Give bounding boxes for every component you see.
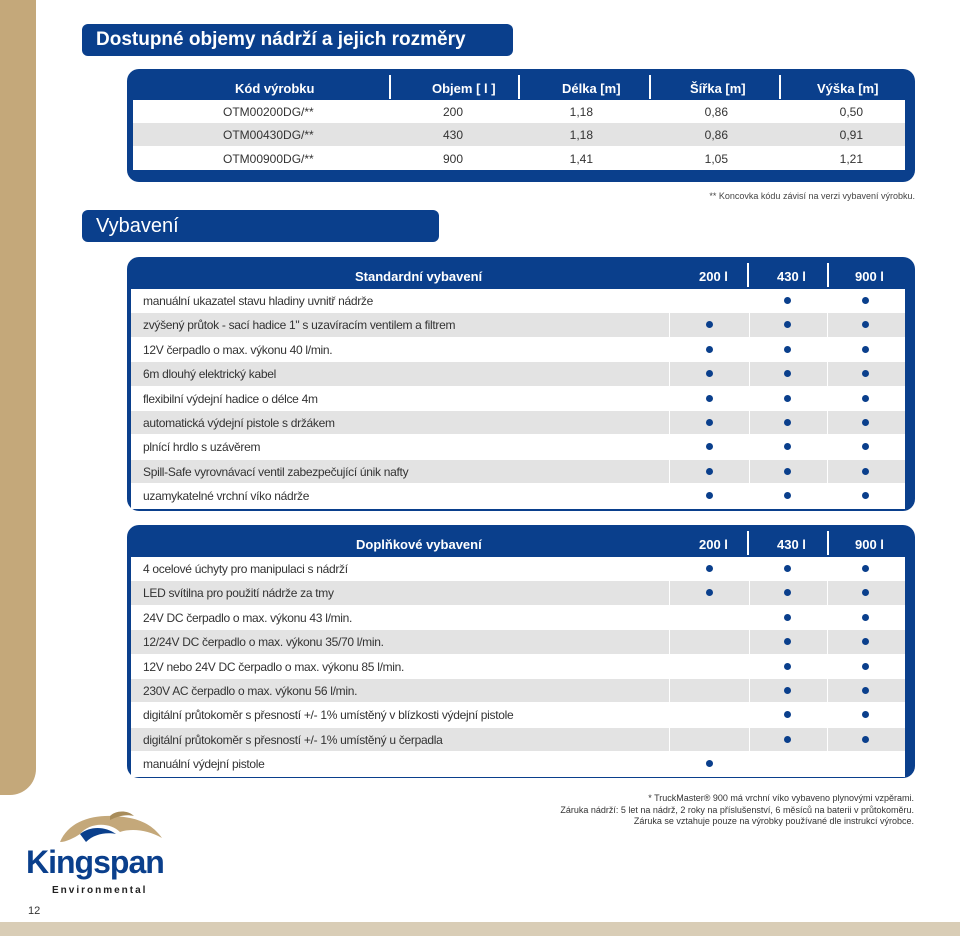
table-row — [131, 581, 905, 605]
section-title-equipment: Vybavení — [82, 210, 439, 242]
column-divider — [749, 289, 750, 312]
included-dot-icon — [784, 443, 791, 450]
column-divider — [827, 581, 828, 604]
row-label: 6m dlouhý elektrický kabel — [143, 367, 276, 382]
standard-table-header — [127, 257, 915, 293]
included-dot-icon — [706, 565, 713, 572]
table-cell: 0,86 — [704, 105, 728, 119]
included-dot-icon — [862, 419, 869, 426]
footnote-warranty: Záruka nádrží: 5 let na nádrž, 2 roky na příslušenství, 6 měsíců na baterii v průtokoměru. — [560, 804, 914, 815]
row-label: digitální průtokoměr s přesností +/- 1% umístěný v blízkosti výdejní pistole — [143, 708, 514, 723]
bottom-strip — [0, 922, 960, 936]
column-divider — [827, 557, 828, 580]
row-label: manuální výdejní pistole — [143, 757, 265, 772]
column-divider — [669, 703, 670, 726]
header-length: Délka [m] — [562, 81, 621, 96]
table-cell: 1,18 — [569, 105, 593, 119]
table-row — [131, 411, 905, 435]
footnote-truckmaster: * TruckMaster® 900 má vrchní víko vybaveno plynovými vzpěrami. — [648, 793, 914, 803]
table-row — [131, 338, 905, 362]
column-divider — [749, 703, 750, 726]
included-dot-icon — [862, 492, 869, 499]
header-standard: Standardní vybavení — [355, 269, 483, 284]
table-row — [131, 313, 905, 337]
header-430l: 430 l — [777, 269, 806, 284]
header-900l: 900 l — [855, 537, 884, 552]
column-divider — [669, 484, 670, 507]
included-dot-icon — [862, 736, 869, 743]
table-row — [131, 703, 905, 727]
table-row — [131, 557, 905, 581]
column-divider — [827, 752, 828, 775]
table-row — [131, 606, 905, 630]
included-dot-icon — [784, 297, 791, 304]
included-dot-icon — [706, 346, 713, 353]
column-divider — [827, 338, 828, 361]
column-divider — [749, 435, 750, 458]
included-dot-icon — [784, 395, 791, 402]
optional-equipment-table — [127, 525, 915, 778]
table-row — [131, 362, 905, 386]
included-dot-icon — [862, 468, 869, 475]
header-volume: Objem [ l ] — [432, 81, 496, 96]
header-width: Šířka [m] — [690, 81, 746, 96]
table-row — [131, 752, 905, 776]
table-row — [131, 460, 905, 484]
column-divider — [827, 289, 828, 312]
gold-side-strip — [0, 0, 36, 795]
included-dot-icon — [784, 370, 791, 377]
table-row — [131, 728, 905, 752]
standard-table-body — [131, 289, 905, 509]
included-dot-icon — [784, 321, 791, 328]
included-dot-icon — [862, 687, 869, 694]
included-dot-icon — [706, 492, 713, 499]
column-divider — [827, 460, 828, 483]
column-divider — [749, 460, 750, 483]
included-dot-icon — [784, 468, 791, 475]
header-product-code: Kód výrobku — [235, 81, 315, 96]
included-dot-icon — [706, 589, 713, 596]
row-label: plnící hrdlo s uzávěrem — [143, 440, 261, 455]
column-divider — [669, 581, 670, 604]
standard-equipment-table — [127, 257, 915, 511]
header-200l: 200 l — [699, 269, 728, 284]
included-dot-icon — [862, 370, 869, 377]
table-cell: 0,86 — [704, 128, 728, 143]
included-dot-icon — [862, 346, 869, 353]
row-label: digitální průtokoměr s přesností +/- 1% umístěný u čerpadla — [143, 732, 443, 747]
included-dot-icon — [706, 468, 713, 475]
included-dot-icon — [784, 419, 791, 426]
column-divider — [827, 728, 828, 751]
row-label: LED svítilna pro použití nádrže za tmy — [143, 586, 334, 601]
included-dot-icon — [862, 589, 869, 596]
column-divider — [749, 752, 750, 775]
row-label: 12/24V DC čerpadlo o max. výkonu 35/70 l/min. — [143, 635, 384, 650]
row-label: Spill-Safe vyrovnávací ventil zabezpečující únik nafty — [143, 464, 409, 479]
footnotes — [560, 793, 914, 828]
product-dimensions-table — [127, 69, 915, 182]
column-divider — [669, 460, 670, 483]
table-cell: OTM00430DG/** — [223, 128, 314, 143]
column-divider — [669, 728, 670, 751]
table-row — [131, 484, 905, 508]
column-divider — [669, 679, 670, 702]
table-row — [133, 123, 905, 146]
included-dot-icon — [862, 443, 869, 450]
included-dot-icon — [706, 760, 713, 767]
header-optional: Doplňkové vybavení — [356, 537, 482, 552]
column-divider — [669, 338, 670, 361]
kingspan-logo — [26, 808, 176, 898]
column-divider — [669, 289, 670, 312]
table-cell: 0,50 — [839, 105, 863, 119]
column-divider — [669, 655, 670, 678]
table-cell: 430 — [442, 128, 463, 143]
included-dot-icon — [784, 638, 791, 645]
table-row — [131, 435, 905, 459]
column-divider — [669, 606, 670, 629]
column-divider — [749, 655, 750, 678]
row-label: automatická výdejní pistole s držákem — [143, 415, 335, 430]
column-divider — [749, 362, 750, 385]
column-divider — [749, 313, 750, 336]
header-200l: 200 l — [699, 537, 728, 552]
included-dot-icon — [862, 297, 869, 304]
column-divider — [749, 338, 750, 361]
column-divider — [749, 606, 750, 629]
row-label: 12V čerpadlo o max. výkonu 40 l/min. — [143, 342, 333, 357]
header-height: Výška [m] — [817, 81, 879, 96]
table-row — [131, 630, 905, 654]
included-dot-icon — [862, 614, 869, 621]
row-label: manuální ukazatel stavu hladiny uvnitř nádrže — [143, 294, 373, 308]
table-cell: 1,05 — [704, 151, 728, 166]
table-row — [131, 289, 905, 313]
table-cell: 1,41 — [569, 151, 593, 166]
included-dot-icon — [784, 614, 791, 621]
row-label: flexibilní výdejní hadice o délce 4m — [143, 391, 318, 406]
column-divider — [749, 679, 750, 702]
column-divider — [749, 387, 750, 410]
column-divider — [827, 387, 828, 410]
table-row — [133, 147, 905, 170]
column-divider — [827, 362, 828, 385]
table-row — [131, 387, 905, 411]
table-row — [133, 100, 905, 123]
column-divider — [827, 484, 828, 507]
table-row — [131, 679, 905, 703]
row-label: 24V DC čerpadlo o max. výkonu 43 l/min. — [143, 610, 353, 625]
column-divider — [669, 630, 670, 653]
table-cell: 1,21 — [839, 151, 863, 166]
column-divider — [827, 435, 828, 458]
included-dot-icon — [706, 419, 713, 426]
column-divider — [827, 606, 828, 629]
column-divider — [827, 411, 828, 434]
included-dot-icon — [784, 346, 791, 353]
page-number: 12 — [28, 905, 41, 917]
included-dot-icon — [784, 565, 791, 572]
column-divider — [749, 630, 750, 653]
column-divider — [749, 581, 750, 604]
column-divider — [749, 728, 750, 751]
section-title-volumes: Dostupné objemy nádrží a jejich rozměry — [82, 24, 513, 56]
included-dot-icon — [784, 663, 791, 670]
column-divider — [749, 411, 750, 434]
table-cell: 0,91 — [839, 128, 863, 143]
column-divider — [827, 630, 828, 653]
column-divider — [669, 752, 670, 775]
included-dot-icon — [862, 711, 869, 718]
footnote-warranty-condition: Záruka se vztahuje pouze na výrobky používané dle instrukcí výrobce. — [633, 816, 914, 826]
table-cell: OTM00200DG/** — [223, 105, 314, 119]
table-cell: 900 — [442, 151, 463, 166]
included-dot-icon — [784, 492, 791, 499]
header-430l: 430 l — [777, 537, 806, 552]
table-row — [131, 655, 905, 679]
optional-table-body — [131, 557, 905, 777]
included-dot-icon — [784, 736, 791, 743]
column-divider — [669, 313, 670, 336]
column-divider — [827, 655, 828, 678]
column-divider — [669, 435, 670, 458]
column-divider — [749, 484, 750, 507]
included-dot-icon — [706, 395, 713, 402]
included-dot-icon — [862, 321, 869, 328]
logo-subtitle: Environmental — [52, 885, 148, 896]
included-dot-icon — [862, 395, 869, 402]
column-divider — [827, 703, 828, 726]
included-dot-icon — [784, 687, 791, 694]
row-label: 12V nebo 24V DC čerpadlo o max. výkonu 85 l/min. — [143, 659, 405, 674]
optional-table-header — [127, 525, 915, 561]
column-divider — [669, 557, 670, 580]
row-label: 230V AC čerpadlo o max. výkonu 56 l/min. — [143, 683, 358, 698]
column-divider — [669, 411, 670, 434]
table-cell: 1,18 — [569, 128, 593, 143]
included-dot-icon — [706, 443, 713, 450]
column-divider — [669, 362, 670, 385]
included-dot-icon — [784, 589, 791, 596]
row-label: uzamykatelné vrchní víko nádrže — [143, 489, 310, 504]
table-cell: 200 — [442, 105, 463, 119]
header-900l: 900 l — [855, 269, 884, 284]
included-dot-icon — [862, 638, 869, 645]
logo-wordmark: Kingspan — [26, 844, 164, 880]
product-code-note: ** Koncovka kódu závisí na verzi vybavení výrobku. — [709, 191, 915, 201]
table-cell: OTM00900DG/** — [223, 151, 314, 166]
included-dot-icon — [784, 711, 791, 718]
included-dot-icon — [862, 565, 869, 572]
column-divider — [749, 557, 750, 580]
column-divider — [669, 387, 670, 410]
included-dot-icon — [706, 321, 713, 328]
product-table-body — [133, 100, 905, 170]
row-label: zvýšený průtok - sací hadice 1" s uzavíracím ventilem a filtrem — [143, 318, 456, 333]
included-dot-icon — [862, 663, 869, 670]
included-dot-icon — [706, 370, 713, 377]
column-divider — [827, 679, 828, 702]
row-label: 4 ocelové úchyty pro manipulaci s nádrží — [143, 562, 348, 576]
column-divider — [827, 313, 828, 336]
